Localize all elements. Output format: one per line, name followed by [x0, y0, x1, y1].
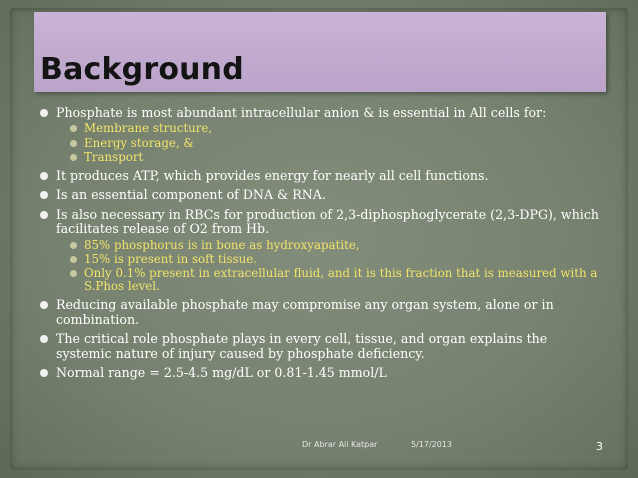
bullet-dot-icon — [40, 301, 48, 309]
sub-bullet-list — [70, 122, 600, 164]
sub-bullet-dot-icon — [70, 140, 77, 147]
bullet-item — [40, 169, 600, 183]
bullet-dot-icon — [40, 109, 48, 117]
sub-bullet-text: 85% phosphorus is in bone as hydroxyapatite, — [84, 237, 360, 252]
bullet-dot-icon — [40, 172, 48, 180]
sub-bullet-item — [70, 267, 600, 293]
sub-bullet-list — [70, 239, 600, 294]
bullet-text: It produces ATP, which provides energy for nearly all cell functions. — [56, 168, 489, 184]
bullet-dot-icon — [40, 211, 48, 219]
sub-bullet-dot-icon — [70, 270, 77, 277]
bullet-item — [40, 366, 600, 380]
bullet-item — [40, 298, 600, 327]
bullet-text: Is also necessary in RBCs for production of 2,3-diphosphoglycerate (2,3-DPG), which facilitates release of O2 from Hb. — [56, 206, 600, 237]
bullet-text: Is an essential component of DNA & RNA. — [56, 187, 326, 203]
sub-bullet-text: Energy storage, & — [84, 135, 194, 150]
footer-date: 5/17/2013 — [411, 440, 453, 449]
sub-bullet-text: Only 0.1% present in extracellular fluid, and it is this fraction that is measured with a S.Phos level. — [84, 266, 598, 294]
sub-bullet-item — [70, 239, 600, 252]
bullet-text: Phosphate is most abundant intracellular anion & is essential in All cells for: — [56, 105, 547, 120]
bullet-text: Reducing available phosphate may compromise any organ system, alone or in combination. — [56, 297, 554, 327]
bullet-item — [40, 208, 600, 294]
bullet-content — [40, 106, 600, 385]
sub-bullet-dot-icon — [70, 125, 77, 132]
slide-title: Background — [40, 52, 244, 87]
sub-bullet-item — [70, 122, 600, 135]
bullet-list — [40, 106, 600, 380]
sub-bullet-item — [70, 137, 600, 150]
sub-bullet-text: 15% is present in soft tissue. — [84, 251, 257, 266]
sub-bullet-item — [70, 151, 600, 164]
sub-bullet-item — [70, 253, 600, 266]
sub-bullet-dot-icon — [70, 154, 77, 161]
footer-author: Dr Abrar Ali Katpar — [302, 440, 378, 449]
sub-bullet-dot-icon — [70, 242, 77, 249]
bullet-item — [40, 106, 600, 164]
bullet-text: The critical role phosphate plays in every cell, tissue, and organ explains the systemic nature of injury caused by phosphate deficiency. — [56, 331, 548, 361]
bullet-dot-icon — [40, 369, 48, 377]
sub-bullet-text: Transport — [84, 149, 144, 164]
bullet-dot-icon — [40, 191, 48, 199]
bullet-item — [40, 188, 600, 202]
sub-bullet-text: Membrane structure, — [84, 121, 213, 136]
bullet-item — [40, 332, 600, 361]
bullet-dot-icon — [40, 335, 48, 343]
sub-bullet-dot-icon — [70, 256, 77, 263]
slide-number: 3 — [596, 440, 603, 453]
bullet-text: Normal range = 2.5-4.5 mg/dL or 0.81-1.45 mmol/L — [56, 365, 387, 381]
